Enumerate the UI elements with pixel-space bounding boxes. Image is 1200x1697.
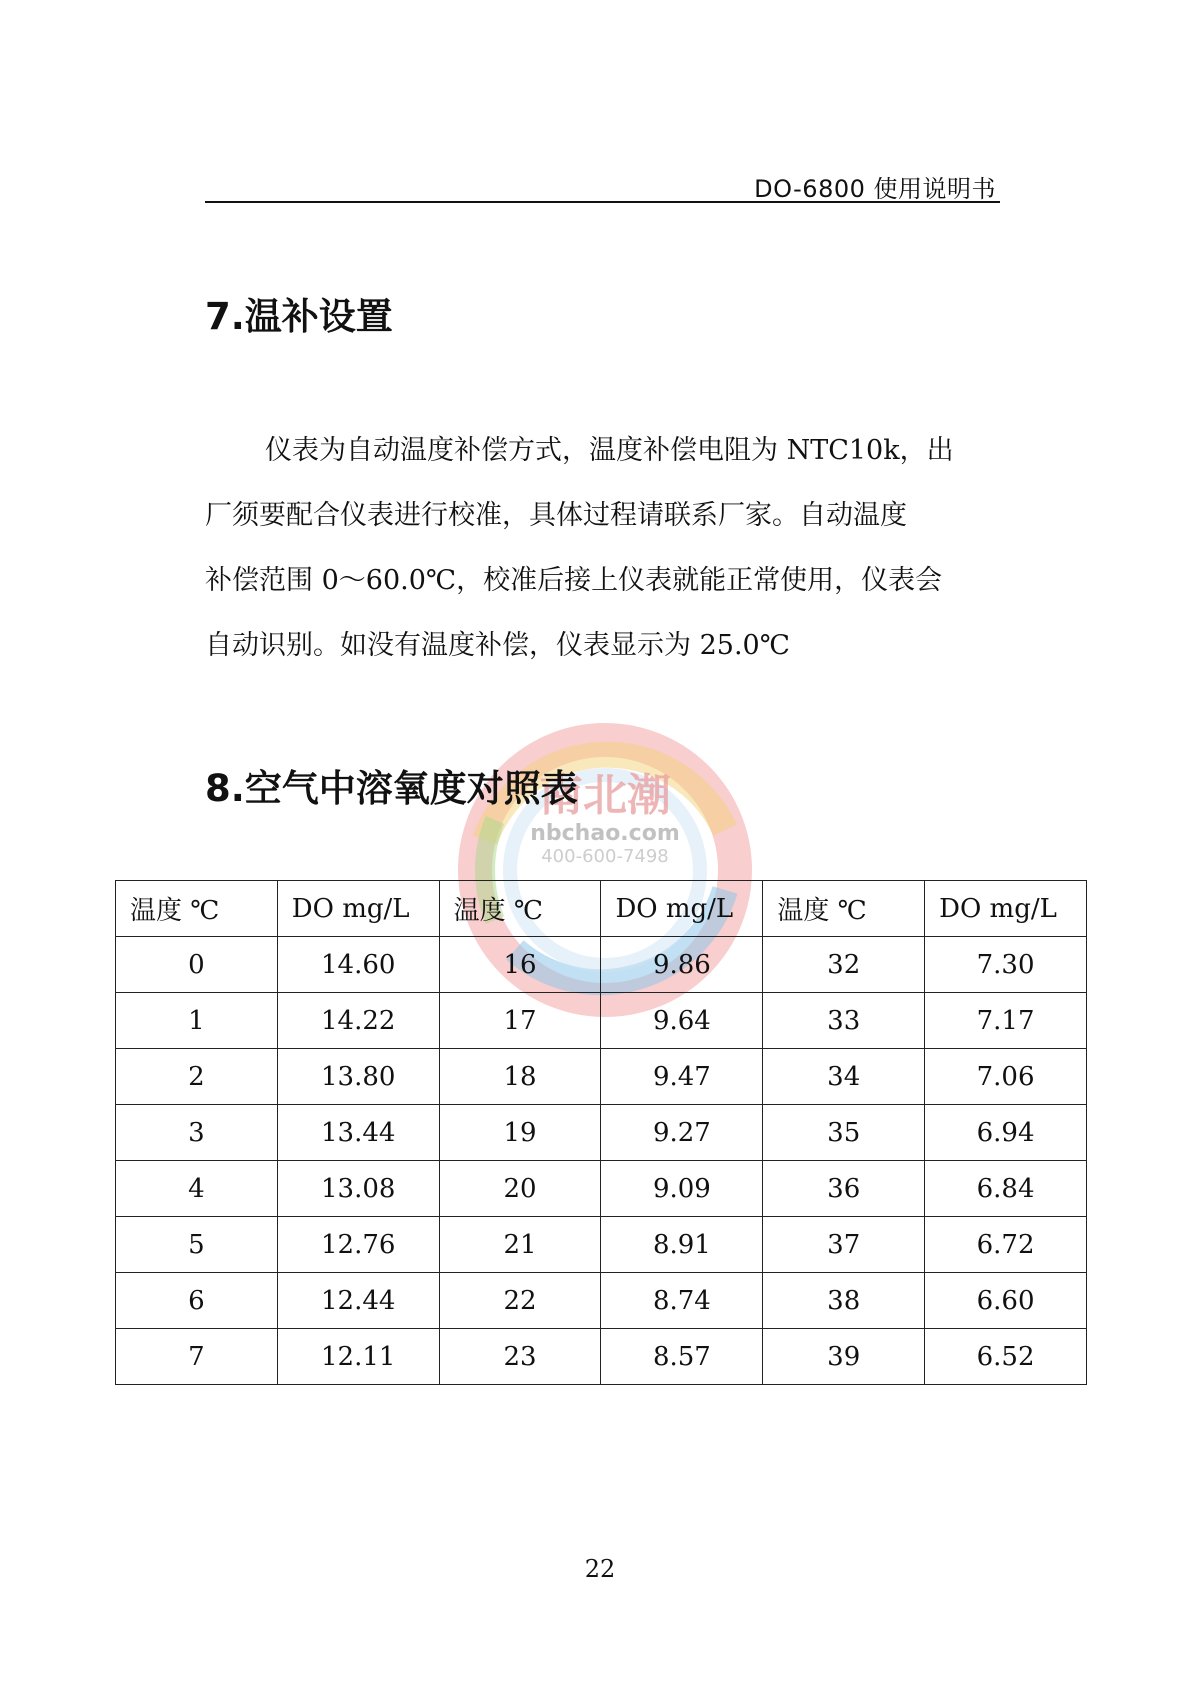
temperature-cell: 39 [763,1329,925,1385]
table-row [116,1273,1087,1329]
do-value-cell: 14.22 [277,993,439,1049]
do-reference-table [115,880,1087,1385]
paragraph-line: 厂须要配合仪表进行校准，具体过程请联系厂家。自动温度 [205,500,907,531]
temperature-cell: 35 [763,1105,925,1161]
do-value-cell: 12.76 [277,1217,439,1273]
do-value-cell: 6.72 [925,1217,1087,1273]
temperature-cell: 4 [116,1161,278,1217]
table-row [116,937,1087,993]
do-value-cell: 12.11 [277,1329,439,1385]
do-value-cell: 9.47 [601,1049,763,1105]
do-value-cell: 6.84 [925,1161,1087,1217]
section-8-heading: 8.空气中溶氧度对照表 [205,767,578,810]
paragraph-line: 仪表为自动温度补偿方式，温度补偿电阻为 NTC10k，出 [265,435,954,466]
watermark-site: nbchao.com [530,821,680,846]
paragraph-line: 自动识别。如没有温度补偿，仪表显示为 25.0℃ [205,630,790,661]
temperature-cell: 6 [116,1273,278,1329]
column-header-do: DO mg/L [601,881,763,937]
table-row [116,1049,1087,1105]
temperature-cell: 21 [439,1217,601,1273]
do-value-cell: 6.94 [925,1105,1087,1161]
temperature-cell: 36 [763,1161,925,1217]
temperature-cell: 34 [763,1049,925,1105]
temperature-cell: 23 [439,1329,601,1385]
temperature-cell: 33 [763,993,925,1049]
do-value-cell: 9.09 [601,1161,763,1217]
table-header-row [116,881,1087,937]
do-value-cell: 12.44 [277,1273,439,1329]
do-value-cell: 7.06 [925,1049,1087,1105]
column-header-do: DO mg/L [925,881,1087,937]
temperature-cell: 0 [116,937,278,993]
do-value-cell: 13.08 [277,1161,439,1217]
table-row [116,1161,1087,1217]
column-header-temperature: 温度 ℃ [439,881,601,937]
do-value-cell: 13.44 [277,1105,439,1161]
temperature-cell: 5 [116,1217,278,1273]
table-row [116,1217,1087,1273]
watermark-phone: 400-600-7498 [541,846,669,867]
temperature-cell: 3 [116,1105,278,1161]
do-value-cell: 9.27 [601,1105,763,1161]
column-header-temperature: 温度 ℃ [763,881,925,937]
do-value-cell: 8.74 [601,1273,763,1329]
temperature-cell: 18 [439,1049,601,1105]
column-header-temperature: 温度 ℃ [116,881,278,937]
temperature-cell: 7 [116,1329,278,1385]
temperature-cell: 37 [763,1217,925,1273]
watermark-brand: 南北潮 [539,770,671,821]
do-value-cell: 8.91 [601,1217,763,1273]
do-value-cell: 9.86 [601,937,763,993]
paragraph-line: 补偿范围 0～60.0℃，校准后接上仪表就能正常使用，仪表会 [205,565,943,596]
do-value-cell: 8.57 [601,1329,763,1385]
temperature-cell: 2 [116,1049,278,1105]
temperature-cell: 16 [439,937,601,993]
table-body [116,937,1087,1385]
do-value-cell: 7.30 [925,937,1087,993]
header-title: DO-6800 使用说明书 [754,175,996,203]
temperature-cell: 17 [439,993,601,1049]
column-header-do: DO mg/L [277,881,439,937]
temperature-cell: 1 [116,993,278,1049]
table-row [116,993,1087,1049]
do-value-cell: 6.52 [925,1329,1087,1385]
temperature-cell: 20 [439,1161,601,1217]
temperature-cell: 38 [763,1273,925,1329]
section-7-heading: 7.温补设置 [205,295,393,338]
table-row [116,1329,1087,1385]
temperature-cell: 32 [763,937,925,993]
temperature-cell: 22 [439,1273,601,1329]
page-number: 22 [584,1555,616,1583]
page-header [205,165,1000,203]
temperature-cell: 19 [439,1105,601,1161]
section-7-paragraph [205,418,1000,678]
do-value-cell: 13.80 [277,1049,439,1105]
do-value-cell: 9.64 [601,993,763,1049]
table-row [116,1105,1087,1161]
do-value-cell: 7.17 [925,993,1087,1049]
do-value-cell: 14.60 [277,937,439,993]
do-value-cell: 6.60 [925,1273,1087,1329]
